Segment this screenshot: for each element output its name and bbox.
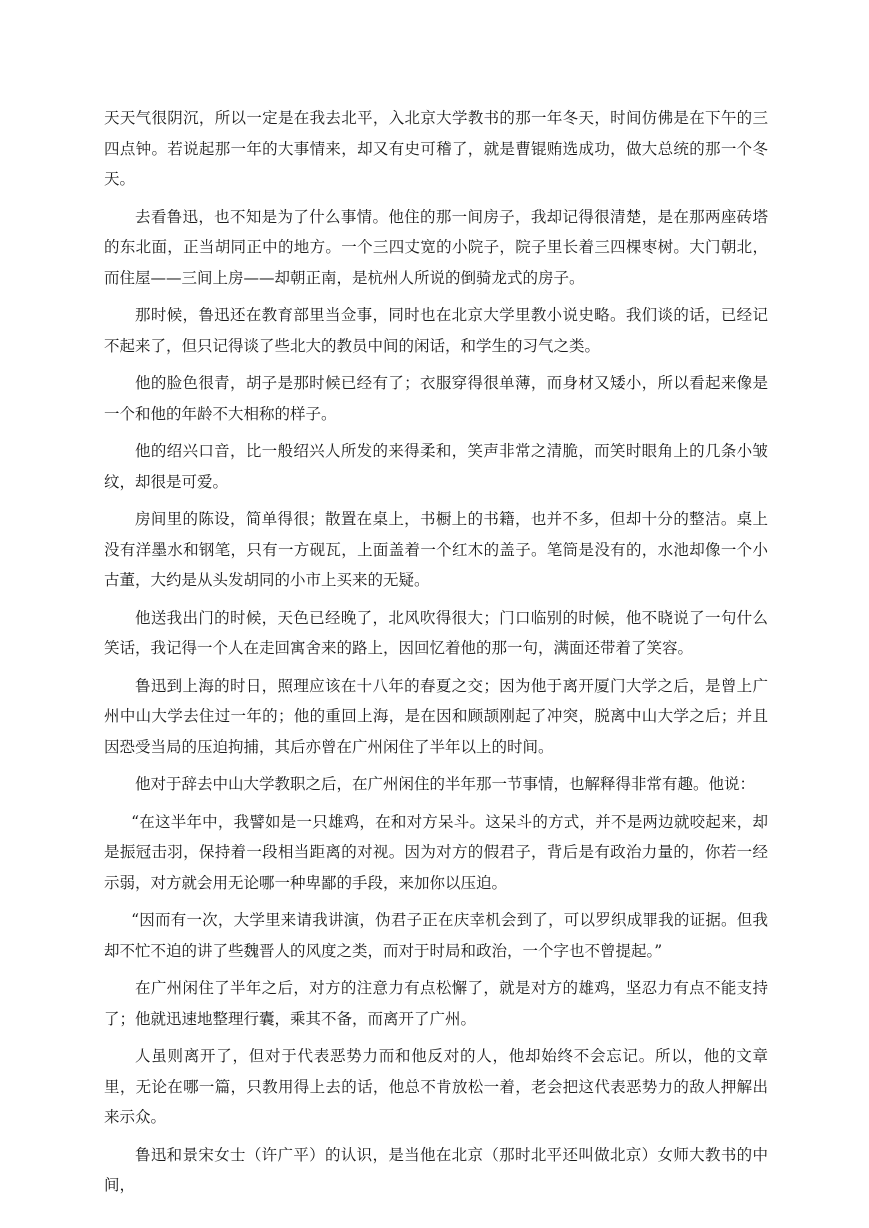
quote-paragraph-1: “在这半年中，我譬如是一只雄鸡，在和对方呆斗。这呆斗的方式，并不是两边就咬起来，却是振冠击羽，保持着一段相当距离的对视。因为对方的假君子，背后是有政治力量的，你若一经示弱，对方就会用无论哪一种卑鄙的手段，来加你以压迫。 [104,812,768,892]
paragraph-7: 他送我出门的时候，天色已经晚了，北风吹得很大；门口临别的时候，他不晓说了一句什么笑话，我记得一个人在走回寓舍来的路上，因回忆着他的那一句，满面还带着了笑容。 [104,608,768,657]
paragraph-11: 人虽则离开了，但对于代表恶势力而和他反对的人，他却始终不会忘记。所以，他的文章里，无论在哪一篇，只教用得上去的话，他总不肯放松一着，老会把这代表恶势力的敌人押解出来示众。 [104,1047,768,1126]
quote-paragraph-2: “因而有一次，大学里来请我讲演，伪君子正在庆幸机会到了，可以罗织成罪我的证据。但我却不忙不迫的讲了些魏晋人的风度之类，而对于时局和政治，一个字也不曾提起。” [104,911,768,960]
paragraph-3: 那时候，鲁迅还在教育部里当佥事，同时也在北京大学里教小说史略。我们谈的话，已经记不起来了，但只记得谈了些北大的教员中间的闲话，和学生的习气之类。 [104,306,768,355]
paragraph-1: 天天气很阴沉，所以一定是在我去北平，入北京大学教书的那一年冬天，时间仿佛是在下午的三四点钟。若说起那一年的大事情来，却又有史可稽了，就是曹锟贿选成功，做大总统的那一个冬天。 [104,109,768,188]
paragraph-5: 他的绍兴口音，比一般绍兴人所发的来得柔和，笑声非常之清脆，而笑时眼角上的几条小皱纹，却很是可爱。 [104,442,768,491]
article-body [104,103,768,1208]
paragraph-6: 房间里的陈设，简单得很；散置在桌上，书橱上的书籍，也并不多，但却十分的整洁。桌上没有洋墨水和钢笔，只有一方砚瓦，上面盖着一个红木的盖子。笔筒是没有的，水池却像一个小古董，大约是从头发胡同的小市上买来的无疑。 [104,510,768,589]
paragraph-4: 他的脸色很青，胡子是那时候已经有了；衣服穿得很单薄，而身材又矮小，所以看起来像是一个和他的年龄不大相称的样子。 [104,374,768,423]
paragraph-2: 去看鲁迅，也不知是为了什么事情。他住的那一间房子，我却记得很清楚，是在那两座砖塔的东北面，正当胡同正中的地方。一个三四丈宽的小院子，院子里长着三四棵枣树。大门朝北，而住屋——三间上房——却朝正南，是杭州人所说的倒骑龙式的房子。 [104,207,768,287]
paragraph-10: 在广州闲住了半年之后，对方的注意力有点松懈了，就是对方的雄鸡，坚忍力有点不能支持了；他就迅速地整理行囊，乘其不备，而离开了广州。 [104,979,768,1028]
paragraph-12: 鲁迅和景宋女士（许广平）的认识，是当他在北京（那时北平还叫做北京）女师大教书的中间， [104,1145,768,1194]
paragraph-9: 他对于辞去中山大学教职之后，在广州闲住的半年那一节事情，也解释得非常有趣。他说： [135,775,756,793]
paragraph-8: 鲁迅到上海的时日，照理应该在十八年的春夏之交；因为他于离开厦门大学之后，是曾上广州中山大学去住过一年的；他的重回上海，是在因和顾颉刚起了冲突，脱离中山大学之后；并且因恐受当局的压迫拘捕，其后亦曾在广州闲住了半年以上的时间。 [104,676,768,756]
